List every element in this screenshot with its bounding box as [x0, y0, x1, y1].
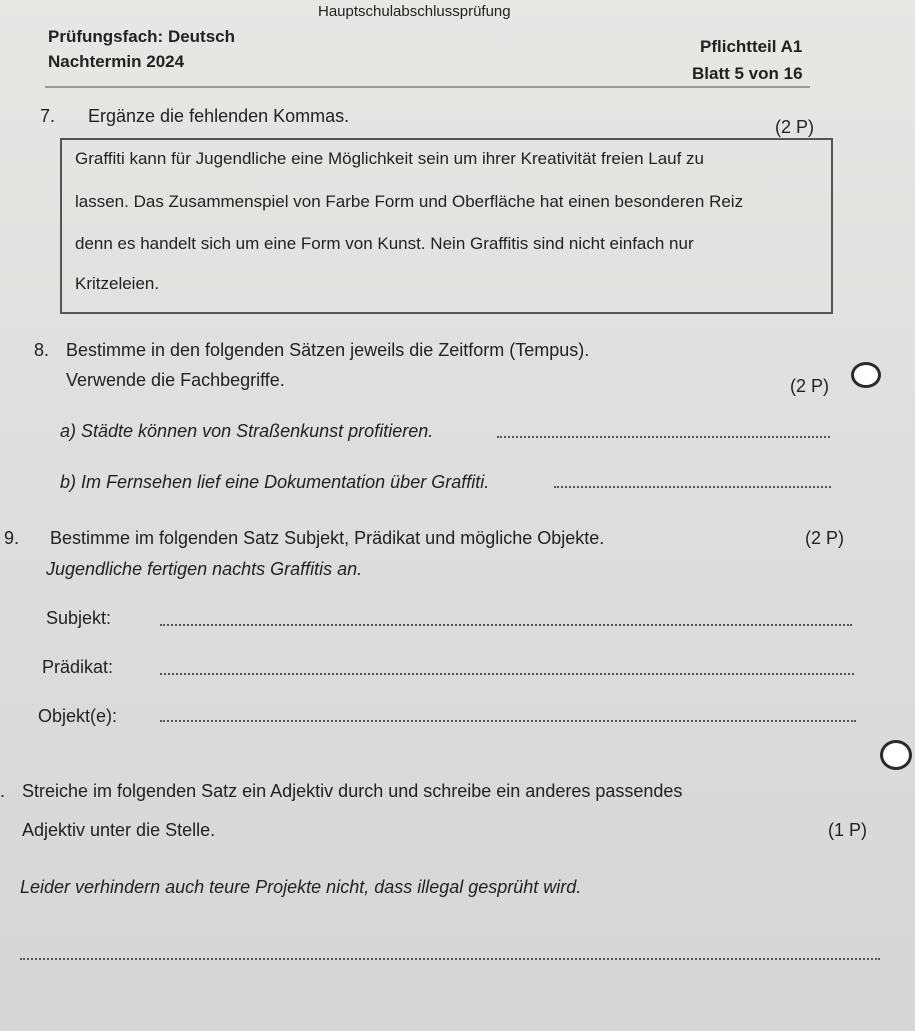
- hole-punch-mark: [880, 740, 912, 770]
- task7-text-line: Kritzeleien.: [75, 274, 160, 293]
- object-label: Objekt(e):: [38, 706, 118, 726]
- subject-answer-line[interactable]: [160, 622, 852, 626]
- task7-text-line: lassen. Das Zusammenspiel von Farbe Form und Oberfläche hat einen besonderen Reiz: [75, 192, 744, 211]
- predicate-answer-line[interactable]: [160, 671, 854, 675]
- task9-sentence: Jugendliche fertigen nachts Graffitis an.: [46, 559, 363, 579]
- task8-number: 8.: [34, 340, 50, 360]
- task9-points: (2 P): [805, 528, 845, 548]
- predicate-label: Prädikat:: [42, 657, 114, 677]
- subject-label: Subjekt:: [46, 608, 112, 628]
- task9-number: 9.: [4, 528, 20, 548]
- exam-date: Nachtermin 2024: [48, 52, 185, 71]
- task10-sentence: Leider verhindern auch teure Projekte nicht, dass illegal gesprüht wird.: [20, 877, 582, 897]
- task10-instruction: Streiche im folgenden Satz ein Adjektiv durch und schreibe ein anderes passendes: [22, 781, 683, 801]
- object-answer-line[interactable]: [160, 718, 856, 722]
- task10-answer-line[interactable]: [20, 956, 880, 960]
- task7-text-box: [60, 138, 833, 314]
- hole-punch-mark: [851, 362, 881, 388]
- task8-sentence-a: a) Städte können von Straßenkunst profitieren.: [60, 421, 434, 441]
- task7-text-line: Graffiti kann für Jugendliche eine Möglichkeit sein um ihrer Kreativität freien Lauf zu: [75, 149, 705, 168]
- exam-part: Pflichtteil A1: [700, 37, 803, 56]
- task7-number: 7.: [40, 106, 56, 126]
- task8-answer-line-b[interactable]: [554, 484, 831, 488]
- task7-text-line: denn es handelt sich um eine Form von Kunst. Nein Graffitis sind nicht einfach nur: [75, 234, 694, 253]
- task10-instruction-2: Adjektiv unter die Stelle.: [22, 820, 216, 840]
- sheet-number: Blatt 5 von 16: [692, 64, 803, 83]
- task10-number: .: [0, 781, 6, 801]
- task7-points: (2 P): [775, 117, 815, 137]
- task8-instruction: Bestimme in den folgenden Sätzen jeweils die Zeitform (Tempus).: [66, 340, 590, 360]
- exam-subject: Prüfungsfach: Deutsch: [48, 27, 236, 46]
- task10-points: (1 P): [828, 820, 868, 840]
- exam-title: Hauptschulabschlussprüfung: [318, 3, 511, 20]
- task8-answer-line-a[interactable]: [497, 434, 830, 438]
- task9-instruction: Bestimme im folgenden Satz Subjekt, Prädikat und mögliche Objekte.: [50, 528, 605, 548]
- header-divider: [45, 86, 810, 88]
- task7-instruction: Ergänze die fehlenden Kommas.: [88, 106, 350, 126]
- task8-sentence-b: b) Im Fernsehen lief eine Dokumentation über Graffiti.: [60, 472, 490, 492]
- task8-instruction-2: Verwende die Fachbegriffe.: [66, 370, 285, 390]
- task8-points: (2 P): [790, 376, 830, 396]
